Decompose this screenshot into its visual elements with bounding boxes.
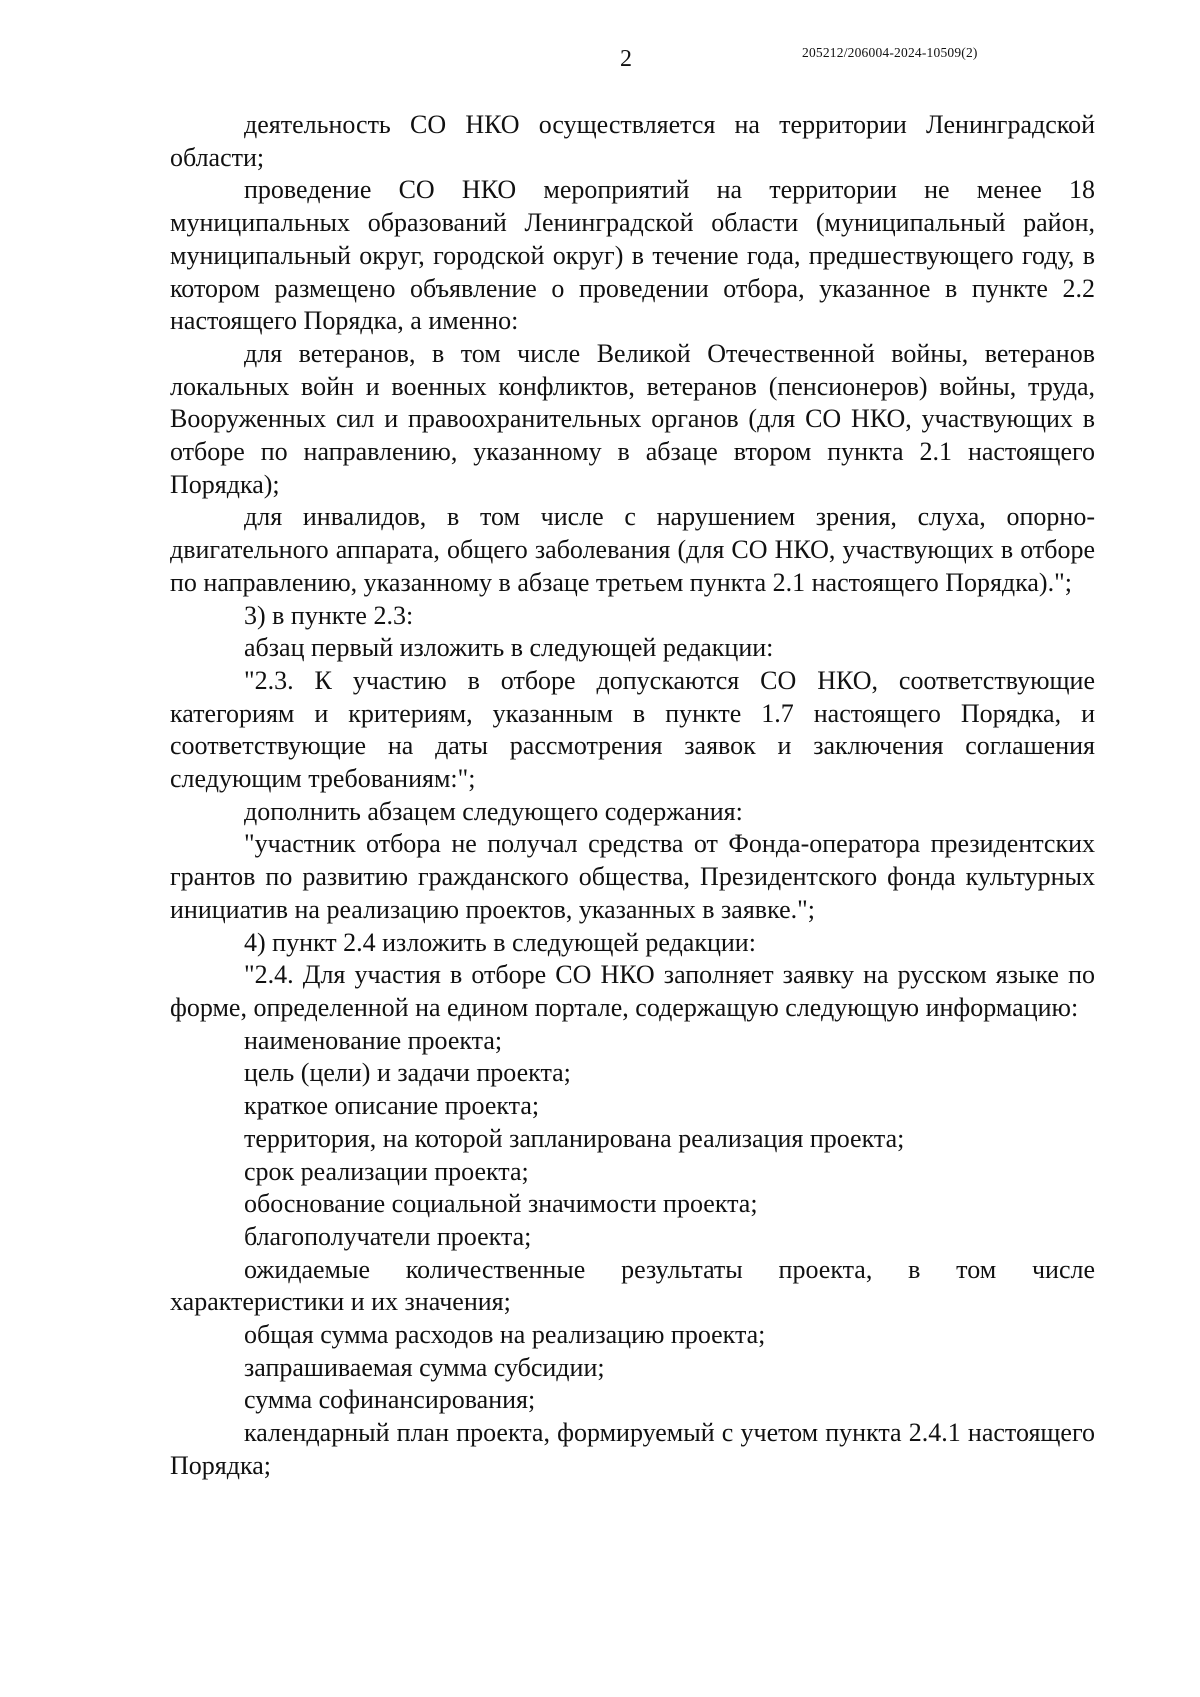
list-item: обоснование социальной значимости проекта; bbox=[244, 1189, 758, 1219]
list-item: территория, на которой запланирована реализация проекта; bbox=[244, 1123, 905, 1153]
document-id: 205212/206004-2024-10509(2) bbox=[802, 45, 978, 60]
list-item: цель (цели) и задачи проекта; bbox=[244, 1058, 571, 1088]
list-item: благополучатели проекта; bbox=[244, 1221, 532, 1251]
paragraph: 4) пункт 2.4 изложить в следующей редакции: bbox=[244, 927, 756, 957]
list-item: наименование проекта; bbox=[244, 1025, 503, 1055]
list-item: краткое описание проекта; bbox=[244, 1091, 540, 1121]
document-body bbox=[170, 109, 1095, 1483]
paragraph: 3) в пункте 2.3: bbox=[244, 600, 414, 630]
list-item: запрашиваемая сумма субсидии; bbox=[244, 1352, 605, 1382]
page-number: 2 bbox=[620, 46, 632, 72]
paragraph: "2.3. К участию в отборе допускаются СО НКО, соответствующие категориям и критериям, указанным в пункте 1.7 настоящего Порядка, и соответствующие на даты рассмотрения заявок и заключения соглашения следующим требованиям:"; bbox=[170, 665, 1095, 794]
paragraph: деятельность СО НКО осуществляется на территории Ленинградской области; bbox=[170, 110, 1095, 172]
paragraph: абзац первый изложить в следующей редакции: bbox=[244, 633, 774, 663]
list-item: общая сумма расходов на реализацию проекта; bbox=[244, 1320, 766, 1350]
paragraph: для ветеранов, в том числе Великой Отечественной войны, ветеранов локальных войн и военных конфликтов, ветеранов (пенсионеров) войны, труда, Вооруженных сил и правоохранительных органов (для СО НКО, участвующих в отборе по направлению, указанному в абзаце втором пункта 2.1 настоящего Порядка); bbox=[170, 338, 1095, 499]
list-item: срок реализации проекта; bbox=[244, 1156, 529, 1186]
paragraph: "2.4. Для участия в отборе СО НКО заполняет заявку на русском языке по форме, определенной на едином портале, содержащую следующую информацию: bbox=[170, 960, 1095, 1022]
list-item: ожидаемые количественные результаты проекта, в том числе характеристики и их значения; bbox=[170, 1254, 1095, 1317]
paragraph: для инвалидов, в том числе с нарушением зрения, слуха, опорно-двигательного аппарата, общего заболевания (для СО НКО, участвующих в отборе по направлению, указанному в абзаце третьем пункта 2.1 настоящего Порядка)."; bbox=[170, 502, 1095, 597]
paragraph: "участник отбора не получал средства от Фонда-оператора президентских грантов по развитию гражданского общества, Президентского фонда культурных инициатив на реализацию проектов, указанных в заявке."; bbox=[170, 829, 1095, 924]
paragraph: дополнить абзацем следующего содержания: bbox=[244, 796, 743, 826]
paragraph: проведение СО НКО мероприятий на территории не менее 18 муниципальных образований Ленинградской области (муниципальный район, муниципальный округ, городской округ) в течение года, предшествующего году, в котором размещено объявление о проведении отбора, указанное в пункте 2.2 настоящего Порядка, а именно: bbox=[170, 175, 1095, 336]
list-item: календарный план проекта, формируемый с учетом пункта 2.4.1 настоящего Порядка; bbox=[170, 1418, 1095, 1480]
list-item: сумма софинансирования; bbox=[244, 1385, 536, 1415]
